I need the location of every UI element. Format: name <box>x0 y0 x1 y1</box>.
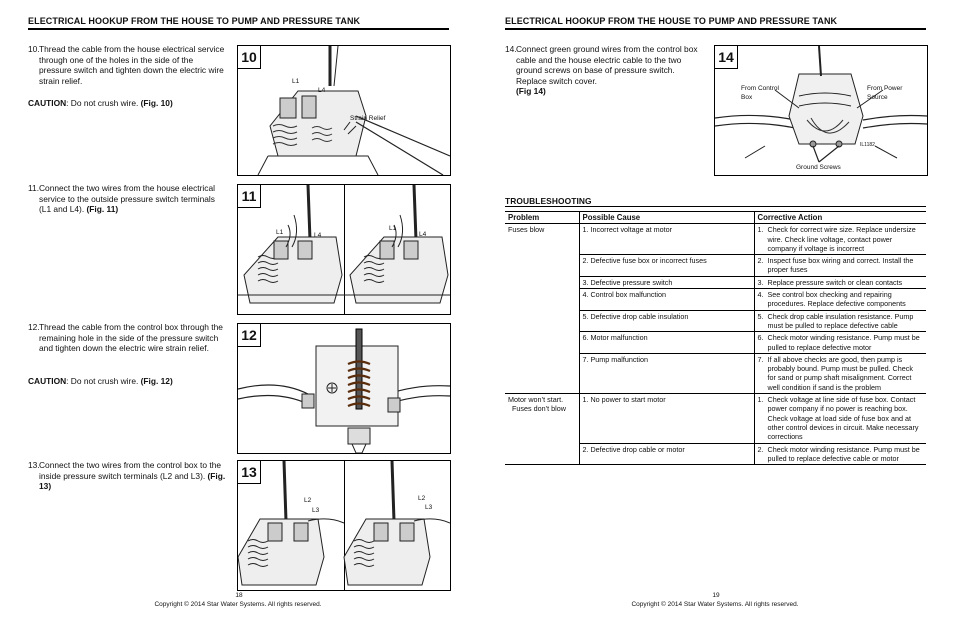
step-10 <box>28 44 228 86</box>
possible-cause-cell: 2. Defective fuse box or incorrect fuses <box>579 255 754 277</box>
figure-10 <box>237 45 451 176</box>
corrective-action-cell <box>754 276 926 288</box>
corrective-action-cell <box>754 224 926 255</box>
fig14-label-from-power-source: From Power Source <box>867 85 903 101</box>
left-header-rule <box>28 28 449 30</box>
possible-cause-cell: 6. Motor malfunction <box>579 332 754 354</box>
corrective-action-text: If all above checks are good, then pump is probably bound. Pump must be pulled. Check for sand or pump shaft misalignment. Correct well condition if sand is the problem <box>767 354 913 392</box>
possible-cause-cell: 4. Control box malfunction <box>579 289 754 311</box>
step-11-figref: (Fig. 11) <box>86 204 119 215</box>
fig13-label-l2-left: L2 <box>304 497 312 504</box>
possible-cause-cell: 3. Defective pressure switch <box>579 276 754 288</box>
corrective-action-text: Check motor winding resistance. Pump must be pulled to replace defective cable or motor <box>767 444 920 463</box>
fig14-label-from-control-box: From Control Box <box>741 85 779 101</box>
possible-cause-cell: 1. No power to start motor <box>579 394 754 443</box>
corrective-action-cell <box>754 332 926 354</box>
corrective-action-text: See control box checking and repairing procedures. Replace defective components <box>767 290 906 309</box>
caution-12-figref: (Fig. 12) <box>140 376 173 386</box>
caution-12-label: CAUTION <box>28 376 67 386</box>
corrective-action-number: 2. <box>757 256 764 266</box>
caution-10-label: CAUTION <box>28 98 67 108</box>
step-11-body: Connect the two wires from the house electrical service to the outside pressure switch terminals (L1 and L4). <box>39 183 215 215</box>
figure-12-tag: 12 <box>238 324 261 347</box>
step-11-text <box>28 183 228 215</box>
fig11-label-l4-right: L4 <box>419 231 427 238</box>
fig11-label-l4-left: L4 <box>314 232 322 239</box>
corrective-action-number: 4. <box>757 290 764 300</box>
possible-cause-cell: 5. Defective drop cable insulation <box>579 310 754 332</box>
corrective-action-number: 1. <box>757 395 764 405</box>
right-page-header: ELECTRICAL HOOKUP FROM THE HOUSE TO PUMP AND PRESSURE TANK <box>505 16 838 26</box>
corrective-action-cell <box>754 353 926 393</box>
step-14-number: 14. <box>505 44 517 54</box>
step-10-text: Thread the cable from the house electrical service through one of the holes in the side of the pressure switch and tighten down the electric wire strain relief. <box>39 44 225 86</box>
step-13-number: 13. <box>28 460 40 470</box>
caution-10-figref: (Fig. 10) <box>140 98 173 108</box>
possible-cause-cell: 2. Defective drop cable or motor <box>579 443 754 465</box>
table-row <box>505 224 926 255</box>
corrective-action-number: 7. <box>757 354 764 364</box>
possible-cause-cell: 7. Pump malfunction <box>579 353 754 393</box>
fig14-illustration-code: IL1182 <box>860 142 875 148</box>
problem-cell: Motor won’t start. Fuses don’t blow <box>505 394 579 465</box>
corrective-action-number: 2. <box>757 444 764 454</box>
left-copyright: Copyright © 2014 Star Water Systems. All rights reserved. <box>154 601 322 608</box>
caution-10 <box>28 98 173 108</box>
right-copyright: Copyright © 2014 Star Water Systems. All rights reserved. <box>631 601 799 608</box>
corrective-action-text: Check voltage at line side of fuse box. Contact power company if no power is reaching box. Check voltage at load side of fuse box and at other control devices in circuit. Make necessary corrections <box>767 395 919 442</box>
step-12 <box>28 322 228 354</box>
step-10-number: 10. <box>28 44 40 54</box>
step-12-number: 12. <box>28 322 40 332</box>
figure-14-tag: 14 <box>715 46 738 69</box>
corrective-action-cell <box>754 443 926 465</box>
column-header-problem: Problem <box>505 212 579 224</box>
corrective-action-cell <box>754 289 926 311</box>
fig10-label-l1: L1 <box>292 78 300 85</box>
corrective-action-cell <box>754 255 926 277</box>
problem-cell: Fuses blow <box>505 224 579 394</box>
corrective-action-text: Inspect fuse box wiring and correct. Install the proper fuses <box>767 256 914 275</box>
caution-12-text: : Do not crush wire. <box>66 376 141 386</box>
step-13 <box>28 460 228 492</box>
step-13-body: Connect the two wires from the control box to the inside pressure switch terminals (L2 and L3). <box>39 460 222 481</box>
corrective-action-number: 6. <box>757 333 764 343</box>
left-page-header: ELECTRICAL HOOKUP FROM THE HOUSE TO PUMP AND PRESSURE TANK <box>28 16 361 26</box>
possible-cause-cell: 1. Incorrect voltage at motor <box>579 224 754 255</box>
step-11 <box>28 183 228 215</box>
corrective-action-cell <box>754 310 926 332</box>
figure-11 <box>237 184 451 315</box>
caution-10-text: : Do not crush wire. <box>66 98 141 108</box>
column-header-possible-cause: Possible Cause <box>579 212 754 224</box>
pressure-switch-illustration <box>238 46 450 175</box>
step-11-number: 11. <box>28 183 40 193</box>
right-header-rule <box>505 28 926 30</box>
figure-14 <box>714 45 928 176</box>
corrective-action-number: 3. <box>757 277 764 287</box>
fig11-label-l1-right: L1 <box>389 225 397 232</box>
corrective-action-number: 1. <box>757 225 764 235</box>
ground-screws-illustration <box>715 46 927 175</box>
fig13-label-l3-right: L3 <box>425 504 433 511</box>
corrective-action-text: Check drop cable insulation resistance. Pump must be pulled to replace defective cable <box>767 311 914 330</box>
step-12-text: Thread the cable from the control box through the remaining hole in the side of the pressure switch and tighten down the electric wire strain relief. <box>39 322 223 354</box>
corrective-action-number: 5. <box>757 311 764 321</box>
table-header-row <box>505 212 926 224</box>
fig13-label-l3-left: L3 <box>312 507 320 514</box>
troubleshooting-rule <box>505 206 926 207</box>
column-header-corrective-action: Corrective Action <box>754 212 926 224</box>
step-13-figref: (Fig. 13) <box>39 470 226 492</box>
pressure-switch-inner-terminals-illustration <box>238 461 450 590</box>
left-page-number: 18 <box>235 592 243 599</box>
fig10-label-strain-relief: Strain Relief <box>350 115 386 122</box>
fig13-label-l2-right: L2 <box>418 495 426 502</box>
figure-12 <box>237 323 451 454</box>
figure-11-tag: 11 <box>238 185 261 208</box>
corrective-action-text: Check motor winding resistance. Pump must be pulled to replace defective motor <box>767 333 920 352</box>
corrective-action-text: Check for correct wire size. Replace undersize wire. Check line voltage, contact power company if voltage is incorrect <box>767 225 916 253</box>
step-14 <box>505 44 705 97</box>
corrective-action-text: Replace pressure switch or clean contacts <box>767 277 903 287</box>
troubleshooting-title: TROUBLESHOOTING <box>505 196 592 206</box>
figure-13 <box>237 460 451 591</box>
pressure-switch-top-illustration <box>238 324 450 453</box>
pressure-switch-terminals-illustration <box>238 185 450 314</box>
caution-12 <box>28 376 173 386</box>
figure-10-tag: 10 <box>238 46 261 69</box>
fig10-label-l4: L4 <box>318 87 326 94</box>
step-14-text: Connect green ground wires from the control box cable and the house electric cable to the two ground screws on base of pressure switch. Replace switch cover. <box>516 44 698 86</box>
figure-13-tag: 13 <box>238 461 261 484</box>
corrective-action-cell <box>754 394 926 443</box>
step-14-figref: (Fig 14) <box>516 86 546 97</box>
troubleshooting-table <box>505 211 926 465</box>
fig14-label-ground-screws: Ground Screws <box>796 164 841 171</box>
right-page-number: 19 <box>712 592 720 599</box>
step-13-text <box>28 460 228 492</box>
troubleshooting-table-body <box>505 224 926 465</box>
table-row <box>505 394 926 443</box>
fig11-label-l1-left: L1 <box>276 229 284 236</box>
